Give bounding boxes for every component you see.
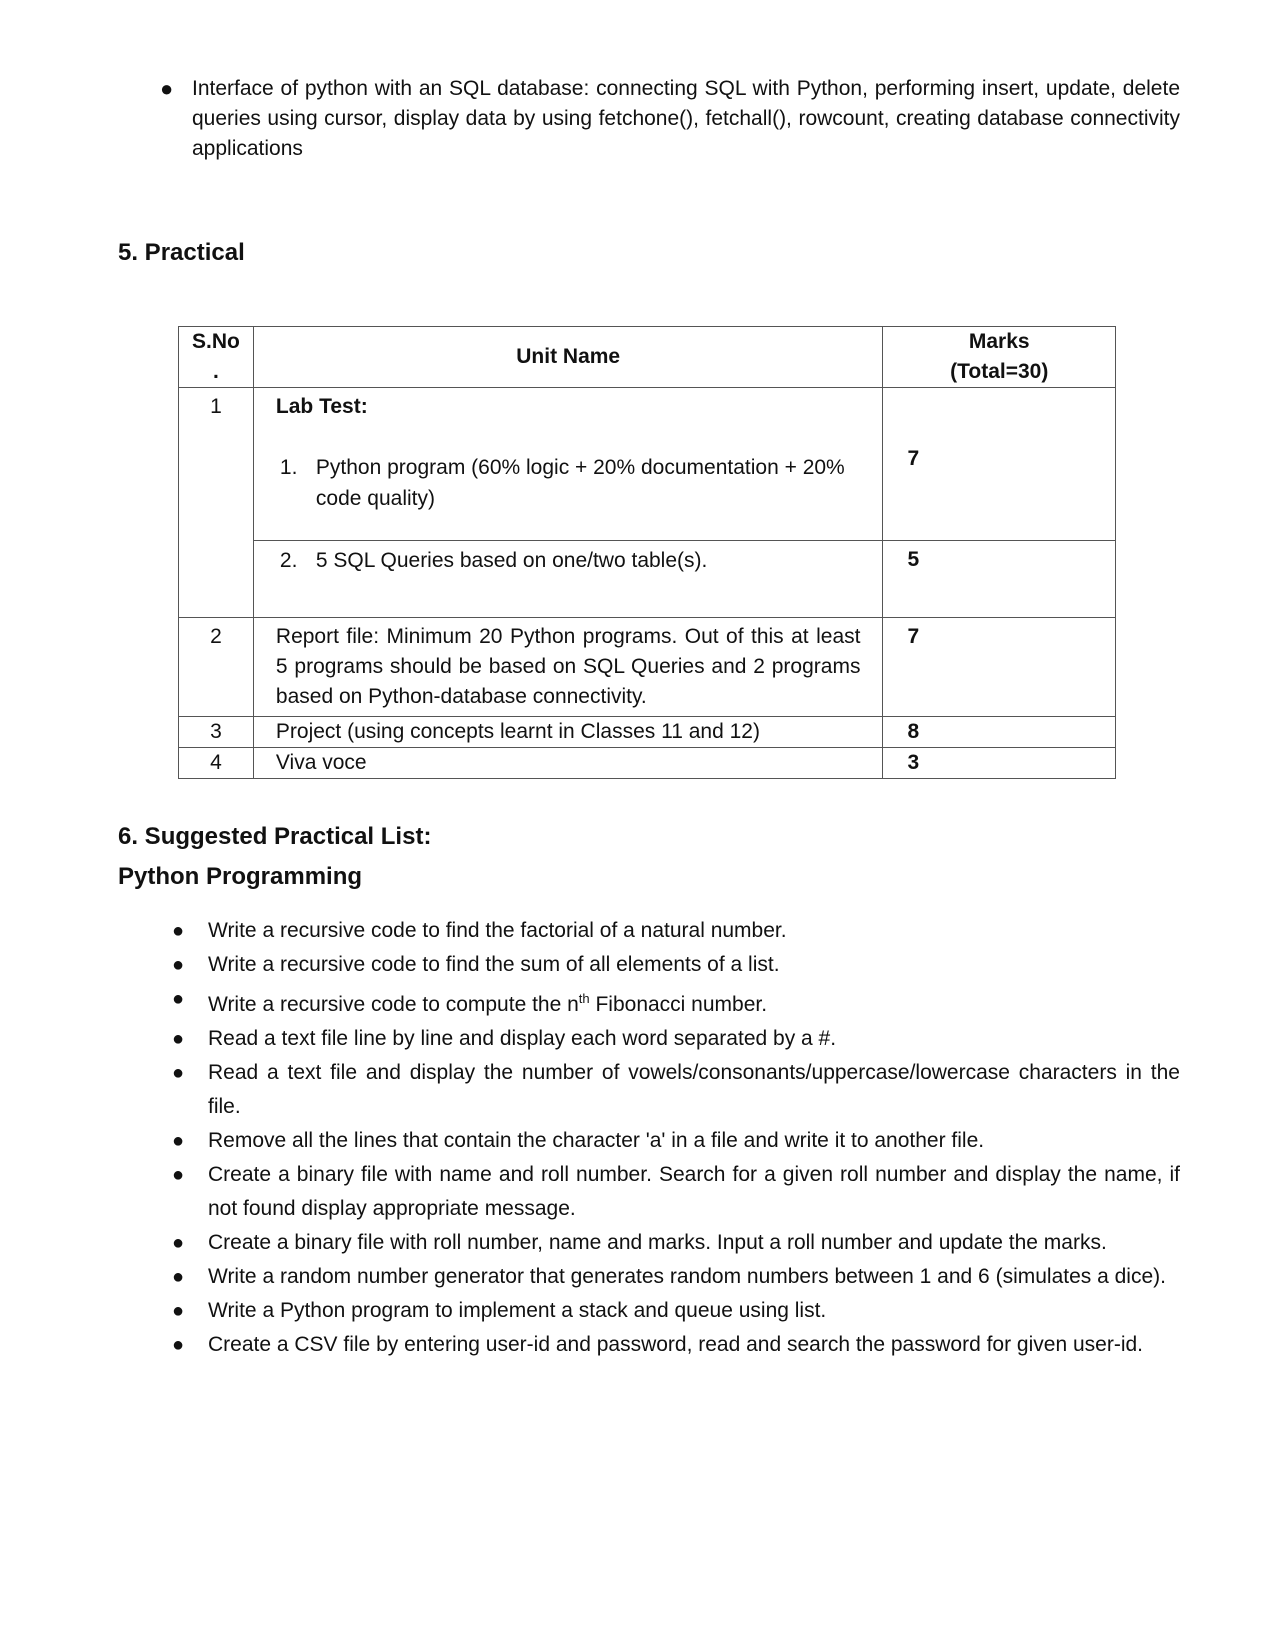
bullet-icon: ● [160,76,174,101]
bullet-icon: ● [172,1028,185,1050]
list-item [170,1294,1180,1328]
list-item [170,1260,1180,1294]
practical-list [170,914,1180,1362]
list-item [170,1158,1180,1226]
section-5-heading: 5. Practical [118,239,245,266]
item-text: Python program (60% logic + 20% documentation + 20% code quality) [315,456,845,510]
bullet-icon: ● [172,988,185,1010]
marks-value: 8 [907,720,920,743]
list-item-text: Read a text file line by line and display each word separated by a #. [208,1027,837,1050]
header-marks [883,327,1116,388]
list-item-text: Create a CSV file by entering user-id and password, read and search the password for given user-id. [208,1333,1143,1356]
marks-value: 5 [907,548,920,571]
bullet-icon: ● [172,1164,185,1186]
list-item [170,1056,1180,1124]
list-item [170,1124,1180,1158]
bullet-icon: ● [172,1062,185,1084]
table-row [179,618,1116,717]
list-item-text: Write a recursive code to find the sum of all elements of a list. [208,953,780,976]
row-sno: 2 [179,618,254,717]
intro-bullet-text: Interface of python with an SQL database: connecting SQL with Python, performing insert, update, delete queries using cursor, display data by using fetchone(), fetchall(), rowcount, creating database connectivity applications [192,77,1180,160]
list-item-text: Read a text file and display the number of vowels/consonants/uppercase/lowercase characters in the file. [208,1061,1180,1118]
lab-test-title: Lab Test: [275,395,368,418]
list-item [170,1226,1180,1260]
row-text: Viva voce [275,751,367,774]
section-6-heading: 6. Suggested Practical List: [118,823,432,850]
row-unit-cell [253,618,883,717]
list-item-text: Remove all the lines that contain the character 'a' in a file and write it to another file. [208,1129,985,1152]
header-unit-name: Unit Name [253,327,883,388]
list-item-text: Fibonacci number. [589,993,768,1016]
bullet-icon: ● [172,1300,185,1322]
header-sno-dot: . [213,360,219,383]
list-item-text: Create a binary file with roll number, name and marks. Input a roll number and update the marks. [208,1231,1107,1254]
marks-value: 7 [907,447,920,470]
marks-value: 7 [907,625,920,648]
bullet-icon: ● [172,1232,185,1254]
list-item-text: Write a recursive code to compute the n [208,993,579,1016]
item-number: 2. [279,549,298,572]
row-marks-cell [883,541,1116,618]
bullet-icon: ● [172,1334,185,1356]
practical-marks-table [178,326,1116,779]
row-marks-cell [883,717,1116,748]
table-row [179,717,1116,748]
row-marks-cell [883,618,1116,717]
header-sno [179,327,254,388]
python-programming-subheading: Python Programming [118,863,363,890]
header-marks-total: (Total=30) [950,360,1049,383]
row-text: Project (using concepts learnt in Classes 11 and 12) [275,720,760,743]
marks-value: 3 [907,751,920,774]
row-marks-cell [883,388,1116,541]
item-text: 5 SQL Queries based on one/two table(s). [315,549,708,572]
header-marks-label: Marks [968,330,1030,353]
table-row [179,388,1116,541]
intro-bullet [160,74,1180,164]
list-item [170,1328,1180,1362]
table-row [179,748,1116,779]
list-item [170,1022,1180,1056]
row-text: Report file: Minimum 20 Python programs. Out of this at least 5 programs should be based on SQL Queries and 2 programs based on Python-database connectivity. [275,625,861,708]
bullet-icon: ● [172,920,185,942]
lab-test-item [254,452,883,514]
table-header-row [179,327,1116,388]
list-item-text: Write a recursive code to find the factorial of a natural number. [208,919,787,942]
list-item [170,982,1180,1022]
row-marks-cell [883,748,1116,779]
item-number: 1. [279,456,298,479]
list-item [170,948,1180,982]
list-item-text: Create a binary file with name and roll number. Search for a given roll number and display the name, if not found display appropriate message. [208,1163,1180,1220]
bullet-icon: ● [172,1266,185,1288]
row-sno: 1 [179,388,254,618]
row-unit-cell [253,717,883,748]
superscript: th [578,991,590,1006]
header-sno-label: S.No [192,330,240,353]
list-item [170,914,1180,948]
row-unit-cell [253,388,883,541]
lab-test-item [254,545,883,576]
table-row [179,541,1116,618]
row-unit-cell [253,748,883,779]
row-unit-cell [253,541,883,618]
row-sno: 4 [179,748,254,779]
row-sno: 3 [179,717,254,748]
list-item-text: Write a random number generator that generates random numbers between 1 and 6 (simulates a dice). [208,1265,1166,1288]
list-item-text: Write a Python program to implement a stack and queue using list. [208,1299,827,1322]
bullet-icon: ● [172,954,185,976]
bullet-icon: ● [172,1130,185,1152]
